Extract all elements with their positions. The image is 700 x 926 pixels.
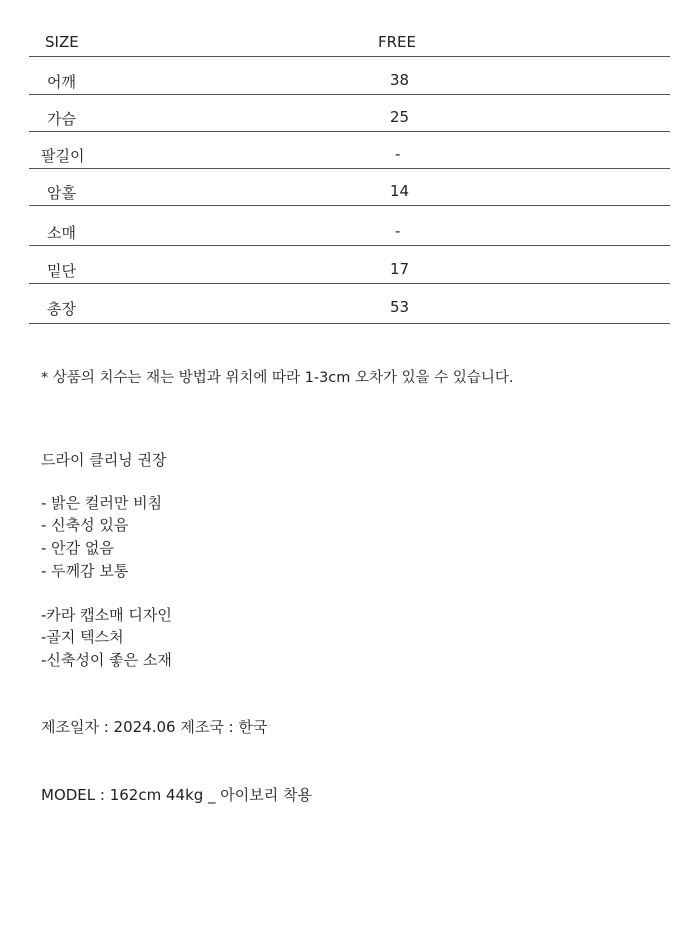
feature-item: - 두께감 보통	[41, 562, 129, 580]
row-value: 14	[390, 182, 410, 200]
table-row	[29, 169, 670, 206]
table-row	[29, 206, 670, 246]
row-label: 밑단	[47, 262, 76, 280]
size-note: * 상품의 치수는 재는 방법과 위치에 따라 1-3cm 오차가 있을 수 있습니다.	[41, 370, 514, 386]
row-label: 가슴	[47, 110, 76, 128]
row-value: 53	[390, 298, 410, 316]
row-value: 17	[390, 260, 410, 278]
model-info: MODEL : 162cm 44kg _ 아이보리 착용	[41, 786, 313, 804]
row-label: 암홀	[47, 184, 76, 202]
row-value: 25	[390, 108, 410, 126]
table-row	[29, 132, 670, 169]
design-item: -신축성이 좋은 소재	[41, 651, 172, 669]
care-instruction: 드라이 클리닝 권장	[41, 451, 167, 469]
table-row	[29, 95, 670, 132]
row-value: -	[395, 222, 401, 240]
manufacture-info: 제조일자 : 2024.06 제조국 : 한국	[41, 718, 268, 736]
size-table	[29, 27, 670, 324]
row-label: 소매	[47, 224, 76, 242]
free-header: FREE	[378, 33, 417, 51]
row-value: -	[395, 145, 401, 163]
table-row	[29, 284, 670, 324]
row-label: 팔길이	[41, 147, 85, 165]
row-label: 총장	[47, 300, 76, 318]
feature-item: - 안감 없음	[41, 539, 114, 557]
design-item: -카라 캡소매 디자인	[41, 606, 172, 624]
size-header: SIZE	[45, 33, 79, 51]
design-item: -골지 텍스처	[41, 628, 124, 646]
feature-item: - 신축성 있음	[41, 516, 129, 534]
table-row	[29, 57, 670, 95]
table-header-row	[29, 27, 670, 57]
row-value: 38	[390, 71, 410, 89]
table-row	[29, 246, 670, 284]
row-label: 어깨	[47, 73, 76, 91]
feature-item: - 밝은 컬러만 비침	[41, 494, 163, 512]
